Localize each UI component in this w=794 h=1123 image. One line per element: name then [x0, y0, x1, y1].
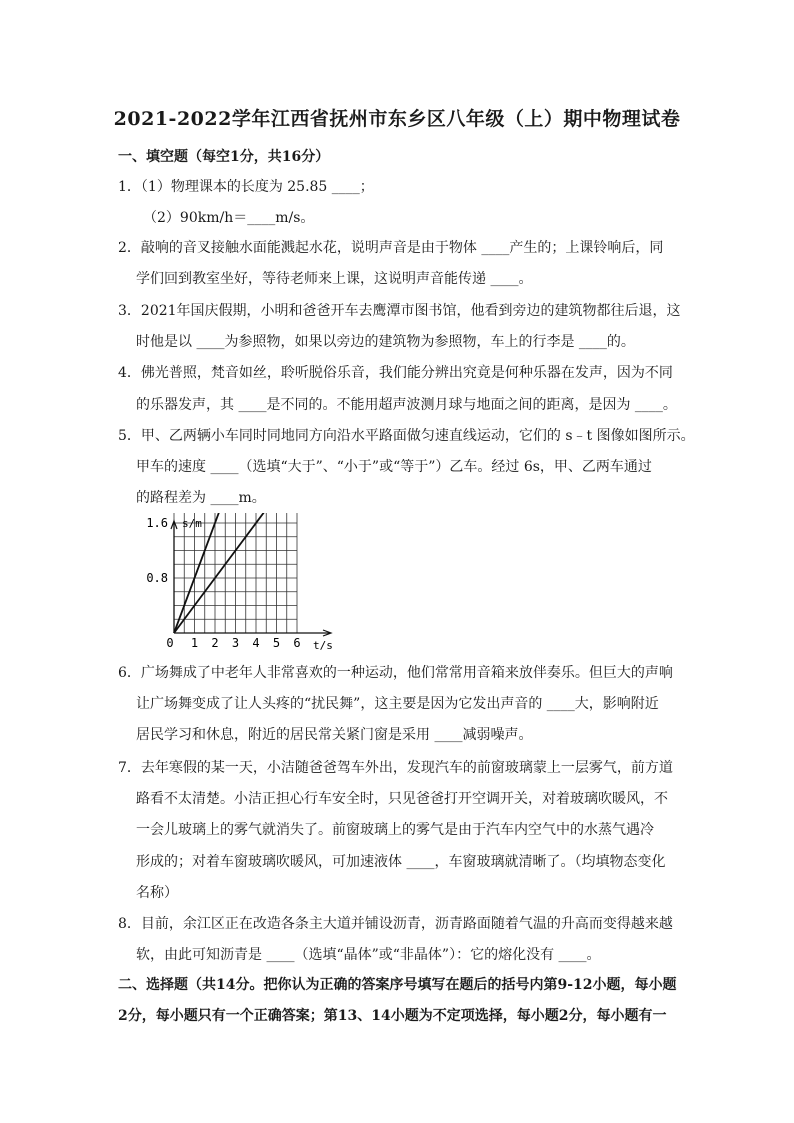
q7-line-3: 一会儿玻璃上的雾气就消失了。前窗玻璃上的雾气是由于汽车内空气中的水蒸气遇冷 — [136, 822, 654, 838]
q7-line-1: 7．去年寒假的某一天，小洁随爸爸驾车外出，发现汽车的前窗玻璃蒙上一层雾气，前方道 — [118, 760, 673, 776]
q6-line-2: 让广场舞变成了让人头疼的“扰民舞”，这主要是因为它发出声音的 ____大，影响附近 — [136, 696, 659, 712]
x-tick-label: 1 — [190, 636, 199, 650]
q5-line-1: 5．甲、乙两辆小车同时同地同方向沿水平路面做匀速直线运动，它们的 s﹣t 图像如图所示。 — [118, 428, 695, 444]
q2-line-1: 2．敲响的音叉接触水面能溅起水花，说明声音是由于物体 ____产生的；上课铃响后，同 — [118, 240, 664, 256]
y-tick-label: 1.6 — [146, 516, 168, 530]
x-tick-label: 3 — [231, 636, 240, 650]
q8-line-1: 8．目前，余江区正在改造各条主大道并铺设沥青，沥青路面随着气温的升高而变得越来越 — [118, 916, 673, 932]
s-t-graph — [140, 513, 340, 653]
q3-line-2: 时他是以 ____为参照物，如果以旁边的建筑物为参照物，车上的行李是 ____的。 — [136, 334, 635, 350]
x-tick-label: 4 — [252, 636, 260, 650]
q7-line-5: 名称） — [136, 885, 178, 901]
page-title: 2021-2022学年江西省抚州市东乡区八年级（上）期中物理试卷 — [113, 108, 681, 130]
q8-line-2: 软，由此可知沥青是 ____（选填“晶体”或“非晶体”）：它的熔化没有 ____。 — [136, 947, 601, 963]
q7-line-4: 形成的；对着车窗玻璃吹暖风，可加速液体 ____，车窗玻璃就清晰了。（均填物态变化 — [136, 854, 666, 870]
y-tick-label: 0.8 — [146, 571, 168, 585]
q1-line-2: （2）90km/h＝____m/s。 — [143, 210, 315, 226]
q4-line-1: 4．佛光普照，梵音如丝，聆听脱俗乐音，我们能分辨出究竟是何种乐器在发声，因为不同 — [118, 365, 673, 381]
q2-line-2: 学们回到教室坐好，等待老师来上课，这说明声音能传递 ____。 — [136, 271, 533, 287]
y-axis-label: s/m — [182, 517, 202, 530]
q6-line-3: 居民学习和休息，附近的居民常关紧门窗是采用 ____减弱噪声。 — [136, 727, 533, 743]
section-2-heading: 二、选择题（共14分。把你认为正确的答案序号填写在题后的括号内第9-12小题，每小题2分，每小题只有一个正确答案；第13、14小题为不定项选择，每小题2分，每小题有一 — [118, 977, 677, 1024]
x-axis-label: t/s — [313, 639, 333, 652]
q5-line-2: 甲车的速度 ____（选填“大于”、“小于”或“等于”）乙车。经过 6s，甲、乙两车通过 — [136, 459, 652, 475]
x-tick-label: 2 — [211, 636, 219, 650]
q5-line-3: 的路程差为 ____m。 — [136, 490, 266, 506]
origin-label: 0 — [166, 636, 174, 650]
section-1-heading: 一、填空题（每空1分，共16分） — [118, 149, 330, 165]
q1-line-1: 1．（1）物理课本的长度为 25.85 ____； — [118, 179, 374, 195]
q7-line-2: 路看不太清楚。小洁正担心行车安全时，只见爸爸打开空调开关，对着玻璃吹暖风，不 — [136, 791, 668, 807]
q3-line-1: 3．2021年国庆假期，小明和爸爸开车去鹰潭市图书馆，他看到旁边的建筑物都往后退，这 — [118, 303, 681, 319]
x-tick-label: 6 — [293, 636, 301, 650]
x-tick-label: 5 — [272, 636, 281, 650]
q4-line-2: 的乐器发声，其 ____是不同的。不能用超声波测月球与地面之间的距离，是因为 ____。 — [136, 397, 677, 413]
q6-line-1: 6．广场舞成了中老年人非常喜欢的一种运动，他们常常用音箱来放伴奏乐。但巨大的声响 — [118, 665, 673, 681]
